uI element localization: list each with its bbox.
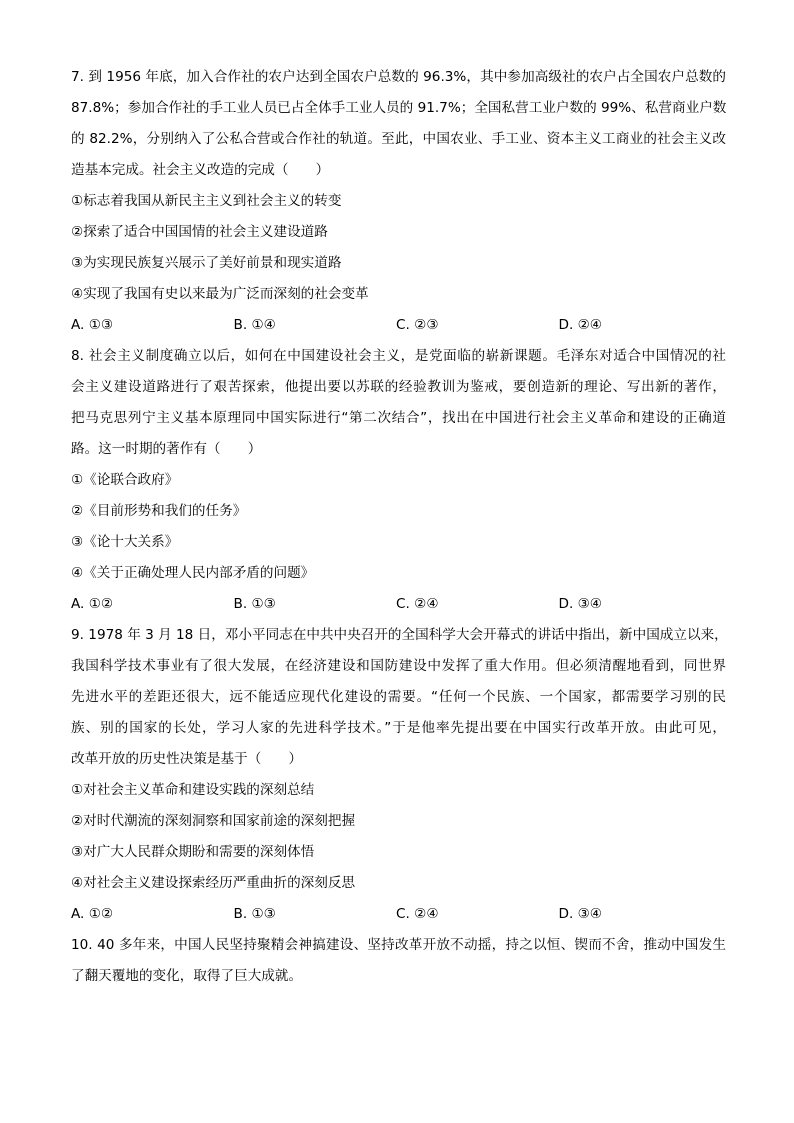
question-stem-line: 把马克思列宁主义基本原理同中国实际进行“第二次结合”，找出在中国进行社会主义革命和建设的正确道	[71, 410, 726, 426]
statement-item: ④实现了我国有史以来最为广泛而深刻的社会变革	[71, 286, 369, 302]
question-stem-line: 我国科学技术事业有了很大发展，在经济建设和国防建设中发挥了重大作用。但必须清醒地看到，同世界	[71, 658, 726, 674]
answer-choice: B. ①③	[233, 596, 276, 612]
statement-item: ④《关于正确处理人民内部矛盾的问题》	[71, 565, 315, 581]
question-stem-line: 87.8%；参加合作社的手工业人员已占全体手工业人员的 91.7%；全国私营工业户数的 99%、私营商业户数	[71, 100, 727, 116]
answer-choice: A. ①②	[71, 906, 114, 922]
question-stem-line: 会主义建设道路进行了艰苦探索，他提出要以苏联的经验教训为鉴戒，要创造新的理论、写出新的著作，	[71, 379, 726, 395]
document-page	[71, 62, 726, 992]
answer-choice: D. ③④	[558, 596, 602, 612]
question-8	[71, 341, 726, 620]
question-stem-line: 7. 到 1956 年底，加入合作社的农户达到全国农户总数的 96.3%，其中参加高级社的农户占全国农户总数的	[71, 69, 726, 85]
answer-choice: C. ②④	[396, 596, 439, 612]
question-7	[71, 62, 726, 341]
question-stem-line: 改革开放的历史性决策是基于（ ）	[71, 751, 303, 767]
question-stem-line: 9. 1978 年 3 月 18 日，邓小平同志在中共中央召开的全国科学大会开幕式的讲话中指出，新中国成立以来，	[71, 627, 728, 643]
answer-choices	[71, 589, 726, 620]
answer-choice: C. ②③	[396, 317, 439, 333]
answer-choice: B. ①③	[233, 906, 276, 922]
answer-choices	[71, 899, 726, 930]
question-stem-line: 先进水平的差距还很大，远不能适应现代化建设的需要。“任何一个民族、一个国家，都需要学习别的民	[71, 689, 726, 705]
statement-item: ④对社会主义建设探索经历严重曲折的深刻反思	[71, 875, 356, 891]
answer-choice: A. ①②	[71, 596, 114, 612]
statement-item: ②《目前形势和我们的任务》	[71, 503, 247, 519]
question-10	[71, 930, 726, 992]
question-stem-line: 10. 40 多年来，中国人民坚持聚精会神搞建设、坚持改革开放不动摇，持之以恒、锲而不舍，推动中国发生	[71, 937, 726, 953]
question-stem-line: 造基本完成。社会主义改造的完成（ ）	[71, 162, 330, 178]
question-stem-line: 8. 社会主义制度确立以后，如何在中国建设社会主义，是党面临的崭新课题。毛泽东对适合中国情况的社	[71, 348, 726, 364]
question-stem-line: 了翻天覆地的变化，取得了巨大成就。	[71, 968, 303, 984]
answer-choice: D. ③④	[558, 906, 602, 922]
answer-choice: B. ①④	[233, 317, 276, 333]
answer-choice: C. ②④	[396, 906, 439, 922]
statement-item: ②探索了适合中国国情的社会主义建设道路	[71, 224, 328, 240]
question-9	[71, 620, 726, 930]
statement-item: ①《论联合政府》	[71, 472, 179, 488]
statement-item: ①对社会主义革命和建设实践的深刻总结	[71, 782, 315, 798]
statement-item: ③《论十大关系》	[71, 534, 179, 550]
question-stem-line: 的 82.2%，分别纳入了公私合营或合作社的轨道。至此，中国农业、手工业、资本主义工商业的社会主义改	[71, 131, 726, 147]
statement-item: ①标志着我国从新民主主义到社会主义的转变	[71, 193, 342, 209]
answer-choices	[71, 310, 726, 341]
statement-item: ②对时代潮流的深刻洞察和国家前途的深刻把握	[71, 813, 356, 829]
question-stem-line: 族、别的国家的长处，学习人家的先进科学技术。”于是他率先提出要在中国实行改革开放。由此可见，	[71, 720, 726, 736]
answer-choice: A. ①③	[71, 317, 114, 333]
statement-item: ③为实现民族复兴展示了美好前景和现实道路	[71, 255, 342, 271]
question-stem-line: 路。这一时期的著作有（ ）	[71, 441, 262, 457]
answer-choice: D. ②④	[558, 317, 602, 333]
statement-item: ③对广大人民群众期盼和需要的深刻体悟	[71, 844, 315, 860]
